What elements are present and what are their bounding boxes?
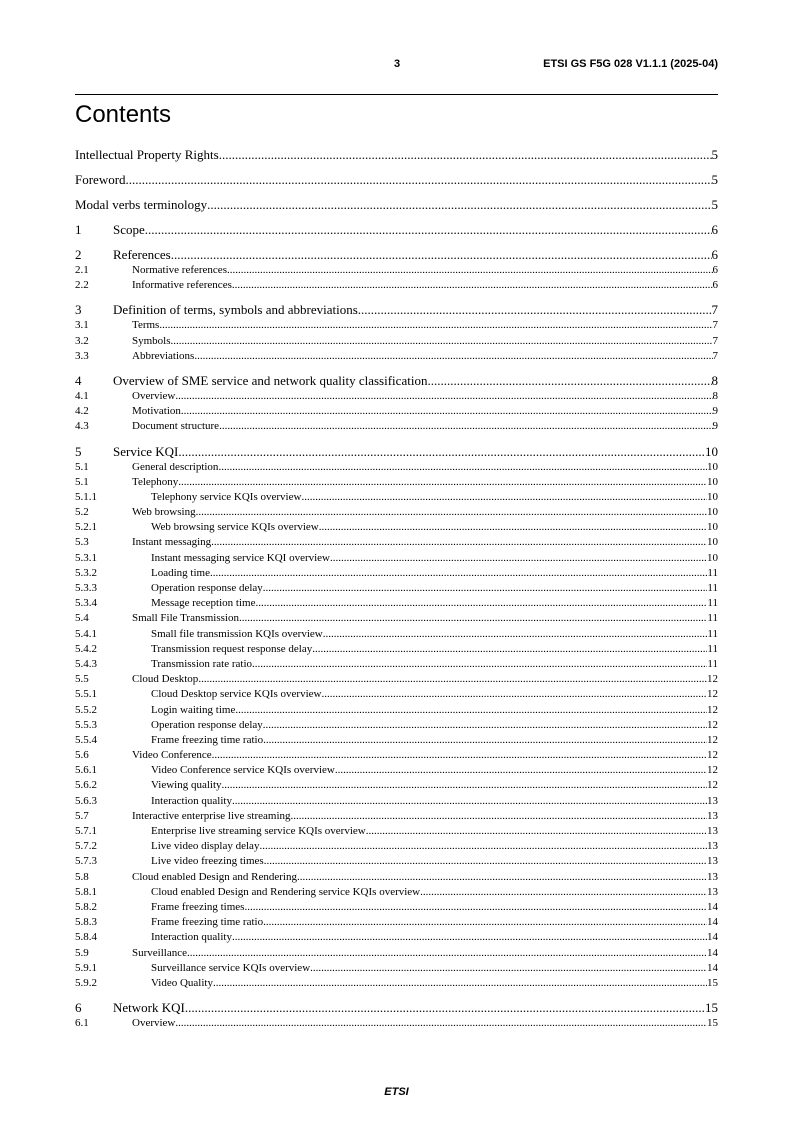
toc-entry-page: 10 (707, 506, 718, 519)
toc-entry-label: Cloud Desktop service KQIs overview (151, 688, 322, 701)
toc-entry-number: 4 (75, 372, 82, 388)
toc-dot-leader (145, 222, 712, 238)
toc-entry[interactable] (75, 172, 718, 188)
toc-entry-label: Interaction quality (151, 794, 232, 807)
toc-dot-leader (178, 475, 707, 490)
toc-entry-page: 10 (707, 460, 718, 473)
toc-entry-number: 5.9.2 (75, 976, 97, 989)
toc-entry-page: 13 (707, 870, 718, 883)
toc-dot-leader (335, 763, 707, 778)
toc-entry-page: 13 (707, 825, 718, 837)
toc-entry-number: 5.7 (75, 809, 89, 822)
toc-dot-leader (187, 946, 707, 961)
toc-entry-page: 7 (712, 349, 718, 362)
toc-dot-leader (227, 263, 713, 278)
toc-entry-label: Operation response delay (151, 718, 263, 731)
toc-dot-leader (175, 1016, 707, 1031)
toc-entry-number: 5.8.3 (75, 916, 97, 929)
toc-dot-leader (218, 460, 707, 475)
toc-entry-number: 3.1 (75, 319, 89, 332)
toc-entry-label: General description (132, 460, 219, 473)
toc-entry[interactable] (75, 627, 718, 642)
toc-entry-page: 9 (712, 420, 718, 433)
toc-dot-leader (171, 247, 712, 263)
toc-entry-page: 15 (707, 1017, 718, 1030)
toc-entry-number: 5.6.1 (75, 764, 97, 777)
toc-entry-label: Transmission rate ratio (151, 657, 253, 670)
toc-entry-number: 5.6 (75, 749, 89, 762)
toc-entry-number: 5.3.1 (75, 551, 97, 564)
toc-entry-label: Scope (113, 222, 145, 237)
toc-entry[interactable] (75, 870, 718, 885)
toc-dot-leader (263, 915, 707, 930)
toc-dot-leader (301, 490, 707, 505)
toc-entry-page: 11 (707, 627, 718, 640)
toc-entry-number: 5.4 (75, 612, 89, 625)
toc-entry-page: 7 (711, 302, 718, 318)
toc-entry[interactable] (75, 147, 718, 163)
toc-entry-label: Web browsing service KQIs overview (151, 521, 319, 534)
toc-dot-leader (323, 627, 708, 642)
toc-entry[interactable] (75, 687, 718, 702)
toc-entry[interactable] (75, 915, 718, 930)
toc-entry[interactable] (75, 302, 718, 318)
toc-entry[interactable] (75, 535, 718, 550)
toc-entry-number: 5.7.2 (75, 840, 97, 853)
toc-entry-label: Document structure (132, 420, 220, 433)
toc-dot-leader (310, 961, 707, 976)
toc-dot-leader (181, 404, 713, 419)
toc-entry[interactable] (75, 460, 718, 475)
toc-entry-page: 12 (707, 749, 718, 762)
toc-entry-number: 1 (75, 222, 82, 237)
toc-entry-page: 12 (707, 764, 718, 777)
toc-entry-label: Loading time (151, 566, 210, 579)
toc-dot-leader (175, 389, 712, 404)
toc-dot-leader (159, 318, 712, 333)
toc-entry-page: 8 (711, 372, 718, 388)
toc-dot-leader (210, 566, 707, 581)
toc-entry-page: 12 (707, 733, 718, 746)
toc-entry-label: Telephony (132, 475, 179, 488)
toc-entry[interactable] (75, 703, 718, 718)
toc-entry-page: 9 (712, 405, 718, 418)
toc-entry-number: 5.8.1 (75, 885, 97, 898)
toc-entry-page: 10 (707, 551, 718, 564)
toc-entry-label: Video Conference (132, 749, 212, 762)
toc-dot-leader (207, 197, 711, 213)
toc-entry-number: 5.5 (75, 673, 89, 686)
toc-entry[interactable] (75, 657, 718, 672)
footer-etsi: ETSI (384, 1086, 409, 1098)
toc-entry-label: References (113, 247, 171, 262)
toc-entry-number: 2.1 (75, 264, 89, 276)
toc-dot-leader (171, 334, 713, 349)
toc-entry[interactable] (75, 520, 718, 535)
toc-entry-label: Live video freezing times (151, 855, 264, 868)
toc-entry-number: 6 (75, 1000, 82, 1016)
toc-entry[interactable] (75, 505, 718, 520)
toc-entry[interactable] (75, 611, 718, 626)
toc-dot-leader (212, 748, 707, 763)
page-number: 3 (393, 58, 401, 70)
toc-entry-number: 5.5.3 (75, 718, 97, 731)
toc-entry[interactable] (75, 839, 718, 854)
toc-dot-leader (222, 778, 707, 793)
toc-entry[interactable] (75, 349, 718, 364)
toc-entry-number: 5.9.1 (75, 961, 97, 974)
toc-entry-page: 7 (712, 319, 718, 332)
toc-entry-page: 14 (707, 931, 718, 944)
toc-entry-number: 5.1 (75, 475, 89, 488)
toc-dot-leader (252, 657, 707, 672)
toc-entry[interactable] (75, 596, 718, 611)
toc-entry-page: 13 (707, 885, 718, 898)
toc-entry[interactable] (75, 551, 718, 566)
toc-entry-page: 15 (707, 976, 718, 989)
toc-entry-number: 3.2 (75, 334, 89, 347)
toc-dot-leader (319, 520, 707, 535)
toc-entry[interactable] (75, 444, 718, 460)
toc-entry-label: Abbreviations (132, 349, 195, 362)
toc-entry-label: Overview (132, 1017, 176, 1030)
toc-entry[interactable] (75, 581, 718, 596)
toc-entry-page: 14 (707, 916, 718, 929)
toc-entry-label: Informative references (132, 279, 232, 292)
toc-entry[interactable] (75, 961, 718, 976)
toc-entry-page: 12 (707, 688, 718, 701)
toc-entry-label: Web browsing (132, 506, 196, 519)
toc-entry-label: Surveillance service KQIs overview (151, 961, 311, 974)
toc-entry-number: 5.5.2 (75, 703, 97, 716)
toc-entry-page: 6 (711, 247, 718, 262)
toc-entry-page: 5 (711, 197, 718, 212)
toc-entry[interactable] (75, 733, 718, 748)
toc-entry[interactable] (75, 404, 718, 419)
toc-entry[interactable] (75, 490, 718, 505)
toc-entry[interactable] (75, 718, 718, 733)
toc-entry-page: 7 (712, 334, 718, 347)
toc-dot-leader (244, 900, 707, 915)
toc-entry-number: 6.1 (75, 1017, 89, 1030)
toc-entry[interactable] (75, 976, 718, 991)
toc-dot-leader (291, 809, 707, 824)
toc-dot-leader (235, 703, 707, 718)
toc-dot-leader (232, 278, 713, 293)
toc-entry-page: 10 (707, 490, 718, 503)
toc-entry-page: 11 (707, 642, 718, 655)
toc-entry-label: Foreword (75, 172, 126, 187)
toc-entry-label: Login waiting time (151, 703, 236, 716)
toc-entry-number: 5.7.1 (75, 825, 97, 837)
toc-entry-label: Enterprise live streaming service KQIs overview (151, 825, 366, 837)
toc-entry-label: Instant messaging (132, 536, 212, 549)
toc-entry-label: Network KQI (113, 1000, 185, 1016)
toc-entry-page: 6 (712, 264, 718, 276)
table-of-contents (75, 147, 718, 1031)
toc-entry[interactable] (75, 824, 718, 839)
toc-entry-label: Overview of SME service and network quality classification (113, 372, 428, 388)
toc-dot-leader (178, 444, 705, 460)
toc-entry-page: 10 (707, 536, 718, 549)
toc-entry-number: 2.2 (75, 279, 89, 292)
toc-entry-page: 14 (707, 900, 718, 913)
toc-entry-page: 8 (712, 389, 718, 402)
toc-entry[interactable] (75, 222, 718, 238)
toc-entry-number: 4.2 (75, 405, 89, 418)
toc-dot-leader (358, 302, 712, 318)
toc-dot-leader (330, 551, 707, 566)
toc-entry-label: Frame freezing time ratio (151, 916, 264, 929)
toc-entry-number: 4.3 (75, 420, 89, 433)
toc-dot-leader (185, 1000, 705, 1016)
toc-entry[interactable] (75, 197, 718, 213)
toc-entry-number: 5.8.4 (75, 931, 97, 944)
toc-entry-page: 5 (711, 147, 718, 162)
toc-entry-page: 11 (707, 612, 718, 625)
toc-entry-label: Cloud enabled Design and Rendering (132, 870, 297, 883)
toc-entry-page: 14 (707, 961, 718, 974)
toc-entry-label: Transmission request response delay (151, 642, 313, 655)
toc-dot-leader (126, 172, 712, 188)
toc-entry[interactable] (75, 885, 718, 900)
toc-entry-page: 10 (707, 521, 718, 534)
toc-entry-label: Motivation (132, 405, 181, 418)
toc-dot-leader (219, 147, 712, 163)
page-title: Contents (75, 101, 172, 128)
toc-entry-number: 5.8.2 (75, 900, 97, 913)
toc-dot-leader (259, 839, 707, 854)
toc-entry-page: 10 (705, 443, 718, 459)
toc-dot-leader (366, 824, 707, 839)
toc-entry[interactable] (75, 1000, 718, 1016)
toc-entry-number: 5.1.1 (75, 490, 97, 503)
toc-entry-page: 12 (707, 673, 718, 686)
toc-dot-leader (213, 976, 707, 991)
toc-dot-leader (263, 718, 707, 733)
toc-dot-leader (219, 419, 712, 434)
toc-entry[interactable] (75, 419, 718, 434)
toc-entry-page: 15 (705, 1000, 718, 1016)
toc-entry[interactable] (75, 566, 718, 581)
toc-entry[interactable] (75, 946, 718, 961)
toc-entry-label: Service KQI (113, 443, 179, 459)
toc-entry[interactable] (75, 900, 718, 915)
toc-entry-label: Surveillance (132, 946, 187, 959)
toc-entry-page: 6 (712, 279, 718, 292)
toc-dot-leader (420, 885, 707, 900)
toc-entry-number: 5.5.4 (75, 733, 97, 746)
toc-entry-page: 13 (707, 855, 718, 868)
toc-entry-page: 14 (707, 946, 718, 959)
toc-entry-page: 5 (711, 172, 718, 187)
toc-entry-number: 4.1 (75, 389, 89, 402)
toc-dot-leader (211, 535, 707, 550)
toc-dot-leader (321, 687, 707, 702)
toc-entry-label: Instant messaging service KQI overview (151, 551, 331, 564)
toc-entry-label: Overview (132, 389, 176, 402)
toc-entry-number: 5.2 (75, 506, 89, 519)
toc-entry-number: 5 (75, 443, 82, 459)
toc-entry-label: Interactive enterprise live streaming (132, 809, 291, 822)
toc-entry[interactable] (75, 794, 718, 809)
toc-entry-label: Normative references (132, 264, 227, 276)
toc-entry-number: 5.1 (75, 460, 89, 473)
toc-entry-label: Telephony service KQIs overview (151, 490, 302, 503)
toc-dot-leader (198, 672, 707, 687)
toc-dot-leader (264, 854, 707, 869)
toc-entry-label: Definition of terms, symbols and abbreviations (113, 302, 358, 318)
toc-entry-number: 5.2.1 (75, 521, 97, 534)
toc-dot-leader (196, 505, 707, 520)
header-rule (75, 94, 718, 95)
toc-entry-number: 5.6.2 (75, 779, 97, 792)
toc-entry[interactable] (75, 278, 718, 293)
toc-entry-page: 12 (707, 718, 718, 731)
toc-entry-number: 5.8 (75, 870, 89, 883)
toc-entry-number: 5.7.3 (75, 855, 97, 868)
toc-entry-number: 3 (75, 302, 82, 318)
toc-entry[interactable] (75, 778, 718, 793)
toc-entry-label: Viewing quality (151, 779, 222, 792)
toc-entry-label: Small file transmission KQIs overview (151, 627, 323, 640)
toc-entry-label: Video Quality (151, 976, 213, 989)
toc-entry-page: 12 (707, 703, 718, 716)
toc-entry[interactable] (75, 318, 718, 333)
toc-entry-number: 5.3.2 (75, 566, 97, 579)
toc-entry-label: Frame freezing times (151, 900, 245, 913)
toc-entry[interactable] (75, 930, 718, 945)
toc-entry-page: 13 (707, 794, 718, 807)
toc-dot-leader (232, 930, 707, 945)
toc-entry-label: Message reception time (151, 597, 256, 610)
toc-entry-page: 11 (707, 597, 718, 610)
toc-entry-label: Interaction quality (151, 931, 232, 944)
toc-entry-label: Modal verbs terminology (75, 197, 208, 212)
toc-entry[interactable] (75, 763, 718, 778)
toc-entry-page: 10 (707, 475, 718, 488)
toc-dot-leader (263, 733, 707, 748)
toc-entry-number: 5.4.1 (75, 627, 97, 640)
toc-dot-leader (255, 596, 707, 611)
toc-entry[interactable] (75, 854, 718, 869)
toc-dot-leader (427, 373, 711, 389)
toc-entry-label: Terms (132, 319, 160, 332)
toc-entry-label: Cloud enabled Design and Rendering service KQIs overview (151, 885, 421, 898)
toc-entry-number: 5.3.4 (75, 597, 97, 610)
toc-entry-label: Small File Transmission (132, 612, 239, 625)
toc-entry-label: Frame freezing time ratio (151, 733, 264, 746)
toc-entry[interactable] (75, 1016, 718, 1031)
toc-dot-leader (194, 349, 712, 364)
toc-dot-leader (263, 581, 708, 596)
toc-entry-label: Cloud Desktop (132, 673, 199, 686)
toc-entry-number: 5.9 (75, 946, 89, 959)
toc-entry-number: 5.3.3 (75, 582, 97, 594)
toc-dot-leader (232, 794, 707, 809)
toc-entry-page: 11 (707, 566, 718, 579)
toc-entry[interactable] (75, 263, 718, 278)
toc-entry-number: 2 (75, 247, 82, 262)
toc-entry-label: Video Conference service KQIs overview (151, 764, 335, 777)
toc-entry-label: Symbols (132, 334, 171, 347)
toc-entry-label: Intellectual Property Rights (75, 147, 219, 162)
toc-entry[interactable] (75, 642, 718, 657)
toc-entry-page: 13 (707, 840, 718, 853)
toc-entry-page: 11 (707, 657, 718, 670)
toc-entry-page: 12 (707, 779, 718, 792)
toc-entry-label: Live video display delay (151, 840, 260, 853)
toc-entry-number: 5.4.2 (75, 642, 97, 655)
toc-entry[interactable] (75, 373, 718, 389)
toc-entry-number: 3.3 (75, 349, 89, 362)
toc-entry-label: Operation response delay (151, 582, 263, 594)
toc-entry[interactable] (75, 809, 718, 824)
toc-dot-leader (239, 611, 707, 626)
toc-dot-leader (297, 870, 707, 885)
toc-entry[interactable] (75, 247, 718, 263)
document-id: ETSI GS F5G 028 V1.1.1 (2025-04) (543, 58, 718, 70)
toc-entry-number: 5.6.3 (75, 794, 97, 807)
toc-entry[interactable] (75, 748, 718, 763)
toc-entry[interactable] (75, 389, 718, 404)
toc-entry-page: 11 (707, 582, 718, 594)
toc-entry[interactable] (75, 334, 718, 349)
toc-entry[interactable] (75, 475, 718, 490)
toc-entry-number: 5.3 (75, 536, 89, 549)
toc-dot-leader (312, 642, 707, 657)
toc-entry-page: 13 (707, 809, 718, 822)
toc-entry-page: 6 (711, 222, 718, 237)
toc-entry[interactable] (75, 672, 718, 687)
toc-entry-number: 5.4.3 (75, 657, 97, 670)
toc-entry-number: 5.5.1 (75, 688, 97, 701)
